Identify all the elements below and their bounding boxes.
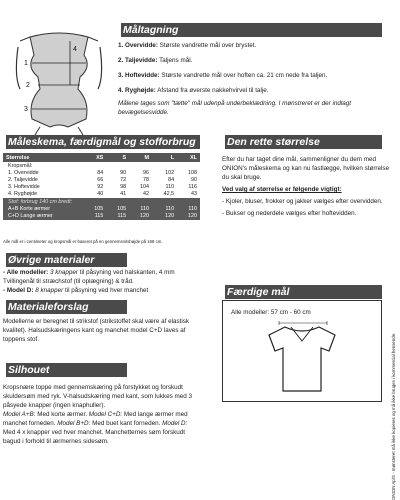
- body-measurement-figure: [10, 27, 108, 137]
- silhouet-text: [3, 383, 199, 446]
- table-row: [3, 191, 200, 198]
- copyright-side-note: ONION Ap/S - mønsteret må ikke kopieres og må ikke bruges i kommercial hensende.: [391, 332, 396, 500]
- table-header-cell: M: [129, 153, 152, 162]
- table-header-cell: XS: [83, 153, 106, 162]
- maaltagning-item: 2. Taljevidde: Taljens mål.: [118, 57, 193, 64]
- table-cell: 108: [188, 169, 197, 176]
- table-cell: 105: [106, 205, 129, 212]
- table-cell: 42,5: [163, 191, 175, 198]
- table-cell: 104: [139, 184, 149, 191]
- size-table: [3, 153, 200, 220]
- table-cell: 92: [97, 184, 104, 191]
- table-header-cell: L: [152, 153, 177, 162]
- table-group-label: Kropsmål:: [8, 162, 33, 169]
- table-cell: 115: [106, 212, 129, 219]
- table-cell: 42: [142, 191, 149, 198]
- table-cell: 102: [165, 169, 175, 176]
- rette-stoerrelse-text: [222, 155, 392, 221]
- table-footnote: Alle mål er i centimeter og kropsmål er baseret på en gennemsnitshøjde på 168 cm.: [3, 239, 163, 244]
- figure-label-3: 3: [24, 106, 28, 113]
- table-cell: 1. Overvidde: [8, 169, 39, 176]
- silhouet-paragraph-2: Model A+B: Med korte ærmer. Model C+D: Med lange ærmer med manchet forneden. Model B+D: Med buet kant forneden. Model D: Med 4 x knapper ved hver manchet. Manchetternes søm forskudt bagud i forhold til ærmernes sidesøm.: [3, 411, 188, 445]
- maaltagning-note: Målene tages som "tætte" mål udenpå underbeklædning. I mønstreret er der indlagt bevægelsesvidde.: [118, 100, 352, 116]
- rette-important: Ved valg af størrelse er følgende vigtigt:: [222, 186, 342, 193]
- table-cell: 96: [142, 169, 149, 176]
- table-cell: 84: [168, 176, 175, 183]
- maaltagning-list: [118, 41, 386, 117]
- table-row: [3, 212, 200, 219]
- table-row: [3, 205, 200, 212]
- table-header-cell: XL: [177, 153, 200, 162]
- table-cell: 110: [165, 184, 175, 191]
- table-cell: 3. Hoftevidde: [8, 184, 40, 191]
- table-cell: 110: [129, 205, 152, 212]
- table-cell: 78: [142, 176, 149, 183]
- tshirt-icon: [263, 321, 341, 396]
- materialeforslag-text: Modellerne er beregnet til strikstof (strikstoffet skal være af elastisk kvalitet). Halsudskæringens kant og manchet model C+D laves af toppens stof.: [3, 318, 190, 343]
- maaltagning-item: 4. Ryghøjde: Afstand fra øverste nakkehvirvel til talje.: [118, 87, 269, 94]
- table-cell: 120: [152, 212, 177, 219]
- oevrige-line-2: - Model D: 8 knapper til påsyning ved hver manchet: [3, 287, 149, 294]
- table-cell: C+D Lange ærmer: [3, 212, 83, 219]
- materialeforslag-header: Materialeforslag: [3, 300, 127, 314]
- table-cell: 105: [83, 205, 106, 212]
- table-cell: 120: [177, 212, 200, 219]
- maaleskema-header: Måleskema, færdigmål og stofforbrug: [3, 135, 200, 149]
- table-cell: 72: [120, 176, 127, 183]
- table-group-row: [3, 162, 200, 169]
- maaltagning-header: Måltagning: [118, 23, 382, 37]
- oevrige-materialer-header: Øvrige materialer: [3, 253, 127, 267]
- table-cell: 110: [152, 205, 177, 212]
- table-cell: 98: [120, 184, 127, 191]
- figure-label-1: 1: [24, 60, 28, 67]
- table-cell: 110: [177, 205, 200, 212]
- rette-bullet-2: - Bukser og nederdele vælges efter hoftevidden.: [222, 210, 357, 217]
- table-header-cell: Størrelse: [3, 153, 83, 162]
- table-cell: A+B Korte ærmer: [3, 205, 83, 212]
- table-row: [3, 176, 200, 183]
- table-cell: 66: [97, 176, 104, 183]
- oevrige-line-1: - Alle modeller: 3 knapper til påsyning ved halskanten, 4 mm Tvillingenål til stræchstof (til oplægning) & tråd.: [3, 269, 175, 285]
- rette-paragraph: Efter du har taget dine mål, sammenligner du dem med ONION's måleskema og kan nu fastlægge, hvilken størrelse du skal bruge.: [222, 156, 390, 181]
- table-cell: 40: [97, 191, 104, 198]
- table-header-cell: S: [106, 153, 129, 162]
- table-group-row: [3, 198, 200, 205]
- table-row: [3, 169, 200, 176]
- silhouet-paragraph-1: Kropsnære toppe med gennemskæring på forstykket og forskudt skuldersøm med ryk. V-halsudskæring med kant, som lukkes med 3 påsyede knapper (ingen knaphuller).: [3, 384, 192, 409]
- rette-stoerrelse-header: Den rette størrelse: [222, 135, 382, 149]
- oevrige-materialer-text: [3, 268, 199, 295]
- table-row: [3, 184, 200, 191]
- silhouet-header: Silhouet: [3, 363, 127, 377]
- table-cell: 41: [120, 191, 127, 198]
- figure-label-2: 2: [26, 82, 30, 89]
- faerdige-maal-header: Færdige mål: [222, 285, 382, 299]
- maaltagning-item: 1. Overvidde: Største vandrette mål over brystet.: [118, 42, 257, 49]
- table-cell: 120: [129, 212, 152, 219]
- table-cell: 115: [83, 212, 106, 219]
- table-group-label: Stof: forbrug 140 cm bredt:: [3, 198, 200, 205]
- table-cell: 116: [188, 184, 197, 191]
- figure-label-4: 4: [73, 46, 77, 53]
- table-cell: 4. Ryghøjde: [8, 191, 38, 198]
- table-cell: 43: [191, 191, 197, 198]
- table-cell: 84: [97, 169, 104, 176]
- faerdige-maal-label: Alle modeller: 57 cm - 60 cm: [231, 309, 311, 316]
- table-cell: 90: [120, 169, 127, 176]
- rette-bullet-1: - Kjoler, bluser, frokker og jakker vælges efter overvidden.: [222, 198, 383, 205]
- size-table-header-row: [3, 153, 200, 162]
- maaltagning-item: 3. Hoftevidde: Største vandrette mål over hoften ca. 21 cm nede fra taljen.: [118, 72, 328, 79]
- table-cell: 90: [191, 176, 197, 183]
- faerdige-maal-box: [222, 300, 382, 402]
- table-cell: 2. Taljevidde: [8, 176, 38, 183]
